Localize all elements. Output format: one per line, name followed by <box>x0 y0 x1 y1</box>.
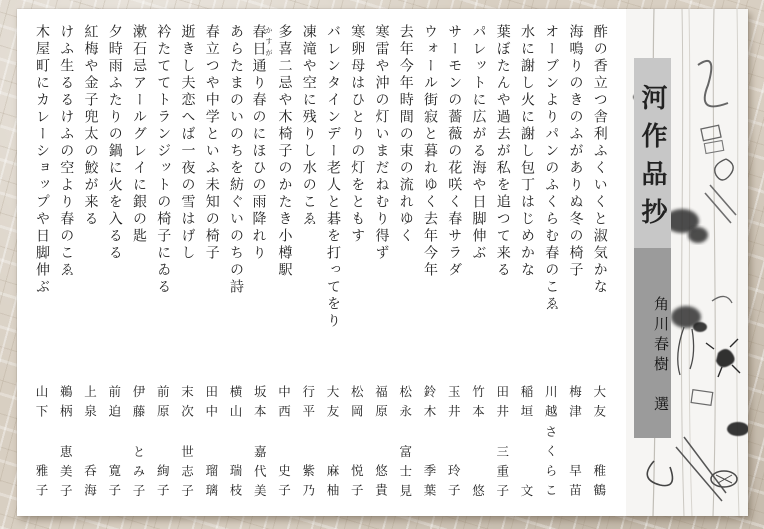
author-given-name: 瑞枝 <box>228 464 242 503</box>
author-name <box>247 385 271 503</box>
haiku-column <box>199 24 223 503</box>
author-family-name: 松岡 <box>349 385 364 424</box>
author-family-name: 末次 <box>179 385 194 424</box>
haiku-text: 去年今年時間の束の流れゆく <box>397 24 413 245</box>
author-family-name: 行平 <box>300 385 315 424</box>
haiku-text: けふ生るるけふの空より春のこゑ <box>58 24 74 279</box>
author-family-name: 横山 <box>228 385 242 424</box>
author-name <box>369 385 393 503</box>
author-name <box>441 385 465 503</box>
haiku-text: 寒卵母はひとりの灯をともす <box>349 24 365 245</box>
author-given-name: 麻柚 <box>325 464 339 503</box>
author-family-name: 前原 <box>155 385 170 424</box>
author-given-name: とみ子 <box>131 444 145 503</box>
author-given-name: 早苗 <box>567 464 582 503</box>
haiku-text: 葉ぼたんや過去が私を追つて来る <box>494 24 510 279</box>
haiku-column <box>393 24 417 503</box>
author-given-name: 悦子 <box>349 464 364 503</box>
haiku-column <box>466 24 490 503</box>
haiku-column <box>538 24 562 503</box>
haiku-text: 漱石忌アールグレイに銀の匙 <box>131 24 146 245</box>
author-given-name: 悠 <box>470 483 485 503</box>
author-name <box>320 385 344 503</box>
selector-name: 角川春樹 選 <box>634 248 671 438</box>
haiku-columns <box>29 24 611 503</box>
author-given-name: 雅子 <box>34 464 48 503</box>
author-family-name: 田中 <box>203 385 218 424</box>
haiku-column <box>587 24 611 503</box>
author-given-name: 呑海 <box>82 464 97 503</box>
haiku-column <box>78 24 102 503</box>
author-given-name: 史子 <box>276 464 291 503</box>
author-name <box>490 385 514 503</box>
haiku-text: オーブンよりパンのふくらむ春のこゑ <box>543 24 559 313</box>
haiku-column <box>563 24 587 503</box>
haiku-column <box>29 24 53 503</box>
haiku-column <box>175 24 199 503</box>
author-name <box>417 385 441 503</box>
author-family-name: 松永 <box>397 385 412 424</box>
author-given-name: さくらこ <box>543 425 558 503</box>
haiku-page <box>17 9 748 516</box>
author-given-name: 文 <box>519 483 533 503</box>
haiku-column <box>490 24 514 503</box>
author-name <box>223 385 247 503</box>
author-given-name: 嘉代美 <box>252 444 267 503</box>
haiku-text: 酢の香立つ舎利ふくいくと淑気かな <box>591 24 607 296</box>
haiku-text: 紅梅や金子兜太の鮫が来る <box>82 24 98 228</box>
author-family-name: 福原 <box>373 385 388 424</box>
haiku-text: パレットに広がる海や日脚伸ぶ <box>470 24 486 262</box>
haiku-text: サーモンの薔薇の花咲く春サラダ <box>446 24 462 279</box>
author-name <box>393 385 417 503</box>
haiku-column <box>514 24 538 503</box>
author-name <box>102 385 126 503</box>
haiku-text: 逝きし夫恋へば一夜の雪はげし <box>179 24 195 262</box>
author-name <box>344 385 368 503</box>
author-name <box>587 385 611 503</box>
author-given-name: 季葉 <box>422 464 436 503</box>
haiku-text: あらたまのいのちを紡ぐいのちの詩 <box>228 24 243 296</box>
haiku-column <box>272 24 296 503</box>
author-family-name: 梅津 <box>567 385 582 424</box>
author-name <box>53 385 77 503</box>
haiku-column <box>369 24 393 503</box>
author-given-name: 富士見 <box>397 444 412 503</box>
author-given-name: 瑠璃 <box>203 464 218 503</box>
title-bar <box>634 58 671 438</box>
haiku-column <box>53 24 77 503</box>
author-family-name: 田井 <box>494 385 509 424</box>
haiku-text: ウォール街寂と暮れゆく去年今年 <box>422 24 437 279</box>
haiku-text: 春立つや中学といふ未知の椅子 <box>203 24 219 262</box>
author-name <box>175 385 199 503</box>
author-family-name: 上泉 <box>82 385 97 424</box>
author-given-name: 世志子 <box>179 444 194 503</box>
author-given-name: 寛子 <box>106 464 121 503</box>
haiku-column <box>102 24 126 503</box>
author-given-name: 恵美子 <box>58 444 73 503</box>
haiku-text: 木屋町にカレーショップや日脚伸ぶ <box>34 24 49 296</box>
haiku-text: 水に謝し火に謝し包丁はじめかな <box>519 24 534 279</box>
author-name <box>150 385 174 503</box>
author-family-name: 伊藤 <box>131 385 145 424</box>
author-given-name: 悠貴 <box>373 464 388 503</box>
magazine-title: 河作品抄 <box>634 58 671 248</box>
author-name <box>538 385 562 503</box>
author-family-name: 坂本 <box>252 385 267 424</box>
haiku-column <box>126 24 150 503</box>
author-given-name: 絢子 <box>155 464 170 503</box>
author-family-name: 川越 <box>543 385 558 424</box>
author-name <box>78 385 102 503</box>
author-family-name: 山下 <box>34 385 48 424</box>
haiku-text: 寒雷や沖の灯いまだねむり得ず <box>373 24 389 262</box>
author-name <box>296 385 320 503</box>
author-name <box>514 385 538 503</box>
author-family-name: 竹本 <box>470 385 485 424</box>
author-given-name: 紫乃 <box>300 464 315 503</box>
author-family-name: 大友 <box>591 385 606 424</box>
haiku-column <box>344 24 368 503</box>
author-family-name: 鵜柄 <box>58 385 73 424</box>
haiku-text: 多喜二忌や木椅子のかたき小樽駅 <box>276 24 292 279</box>
author-family-name: 鈴木 <box>422 385 436 424</box>
author-name <box>563 385 587 503</box>
author-family-name: 前迫 <box>106 385 121 424</box>
author-name <box>29 385 53 503</box>
author-given-name: 三重子 <box>494 444 509 503</box>
author-family-name: 稲垣 <box>519 385 533 424</box>
haiku-text: 海鳴りのきのふがありぬ冬の椅子 <box>567 24 583 279</box>
haiku-column <box>296 24 320 503</box>
author-name <box>466 385 490 503</box>
haiku-column <box>441 24 465 503</box>
haiku-column <box>150 24 174 503</box>
haiku-column <box>223 24 247 503</box>
author-given-name: 玲子 <box>446 464 461 503</box>
author-name <box>199 385 223 503</box>
ink-art-panel <box>626 9 748 516</box>
author-family-name: 大友 <box>325 385 339 424</box>
haiku-text: 春日 かすが通り春のにほひの雨降れり <box>250 24 273 262</box>
haiku-text: 凍滝や空に残りし水のこゑ <box>300 24 316 228</box>
haiku-text: 衿たててトランジットの椅子にゐる <box>155 24 171 296</box>
author-given-name: 稚鶴 <box>591 464 606 503</box>
author-family-name: 玉井 <box>446 385 461 424</box>
haiku-column <box>247 24 271 503</box>
author-name <box>126 385 150 503</box>
author-family-name: 中西 <box>276 385 291 424</box>
haiku-column <box>417 24 441 503</box>
haiku-column <box>320 24 344 503</box>
author-name <box>272 385 296 503</box>
haiku-text: バレンタインデー老人と碁を打ってをり <box>325 24 340 330</box>
haiku-text: 夕時雨ふたりの鍋に火を入るる <box>106 24 122 262</box>
